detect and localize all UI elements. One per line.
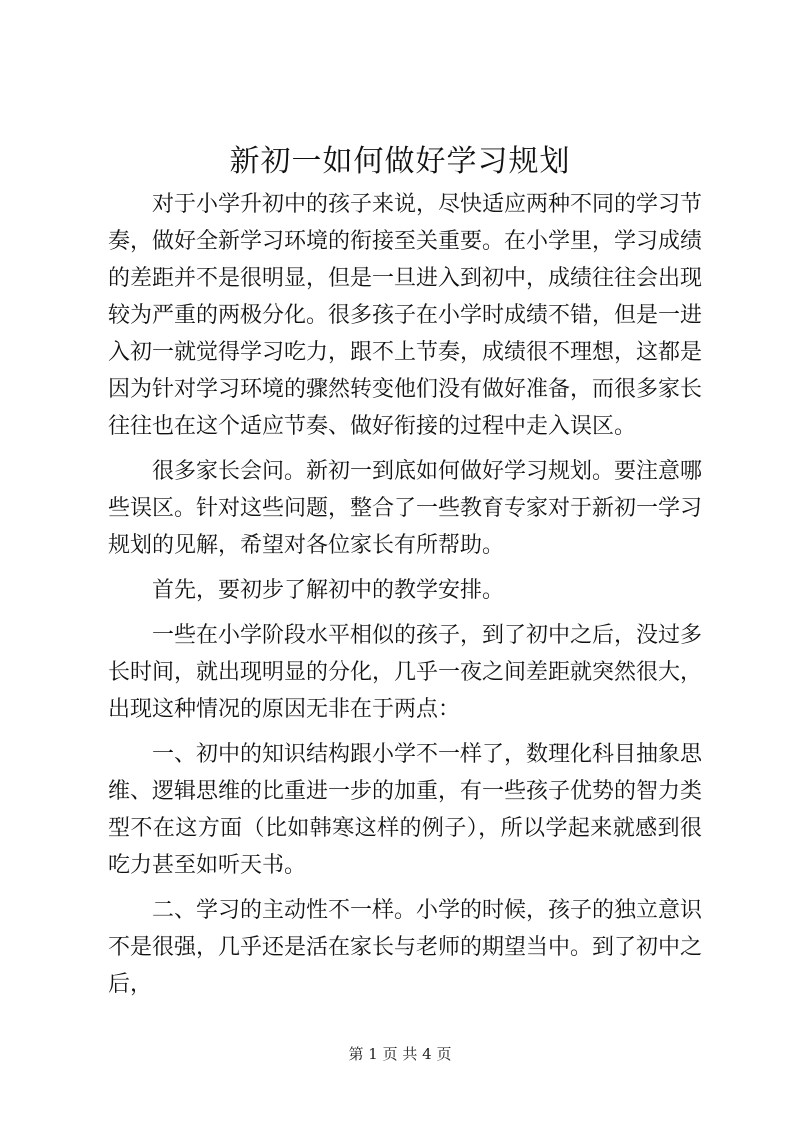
document-body [108,186,702,1011]
document-title: 新初一如何做好学习规划 [229,144,571,179]
paragraph-5: 一、初中的知识结构跟小学不一样了，数理化科目抽象思维、逻辑思维的比重进一步的加重，有一些孩子优势的智力类型不在这方面（比如韩寒这样的例子），所以学起来就感到很吃力甚至如听天书。 [108,742,703,878]
paragraph-6: 二、学习的主动性不一样。小学的时候，孩子的独立意识不是很强，几乎还是活在家长与老师的期望当中。到了初中之后， [108,898,703,997]
page-footer: 第 1 页 共 4 页 [348,1045,452,1063]
paragraph-2: 很多家长会问。新初一到底如何做好学习规划。要注意哪些误区。针对这些问题，整合了一些教育专家对于新初一学习规划的见解，希望对各位家长有所帮助。 [108,459,703,558]
paragraph-1: 对于小学升初中的孩子来说，尽快适应两种不同的学习节奏，做好全新学习环境的衔接至关重要。在小学里，学习成绩的差距并不是很明显，但是一旦进入到初中，成绩往往会出现较为严重的两极分化。很多孩子在小学时成绩不错，但是一进入初一就觉得学习吃力，跟不上节奏，成绩很不理想，这都是因为针对学习环境的骤然转变他们没有做好准备，而很多家长往往也在这个适应节奏、做好衔接的过程中走入误区。 [108,192,703,439]
paragraph-4: 一些在小学阶段水平相似的孩子，到了初中之后，没过多长时间，就出现明显的分化，几乎一夜之间差距就突然很大，出现这种情况的原因无非在于两点： [108,623,703,722]
paragraph-3: 首先，要初步了解初中的教学安排。 [152,578,505,603]
